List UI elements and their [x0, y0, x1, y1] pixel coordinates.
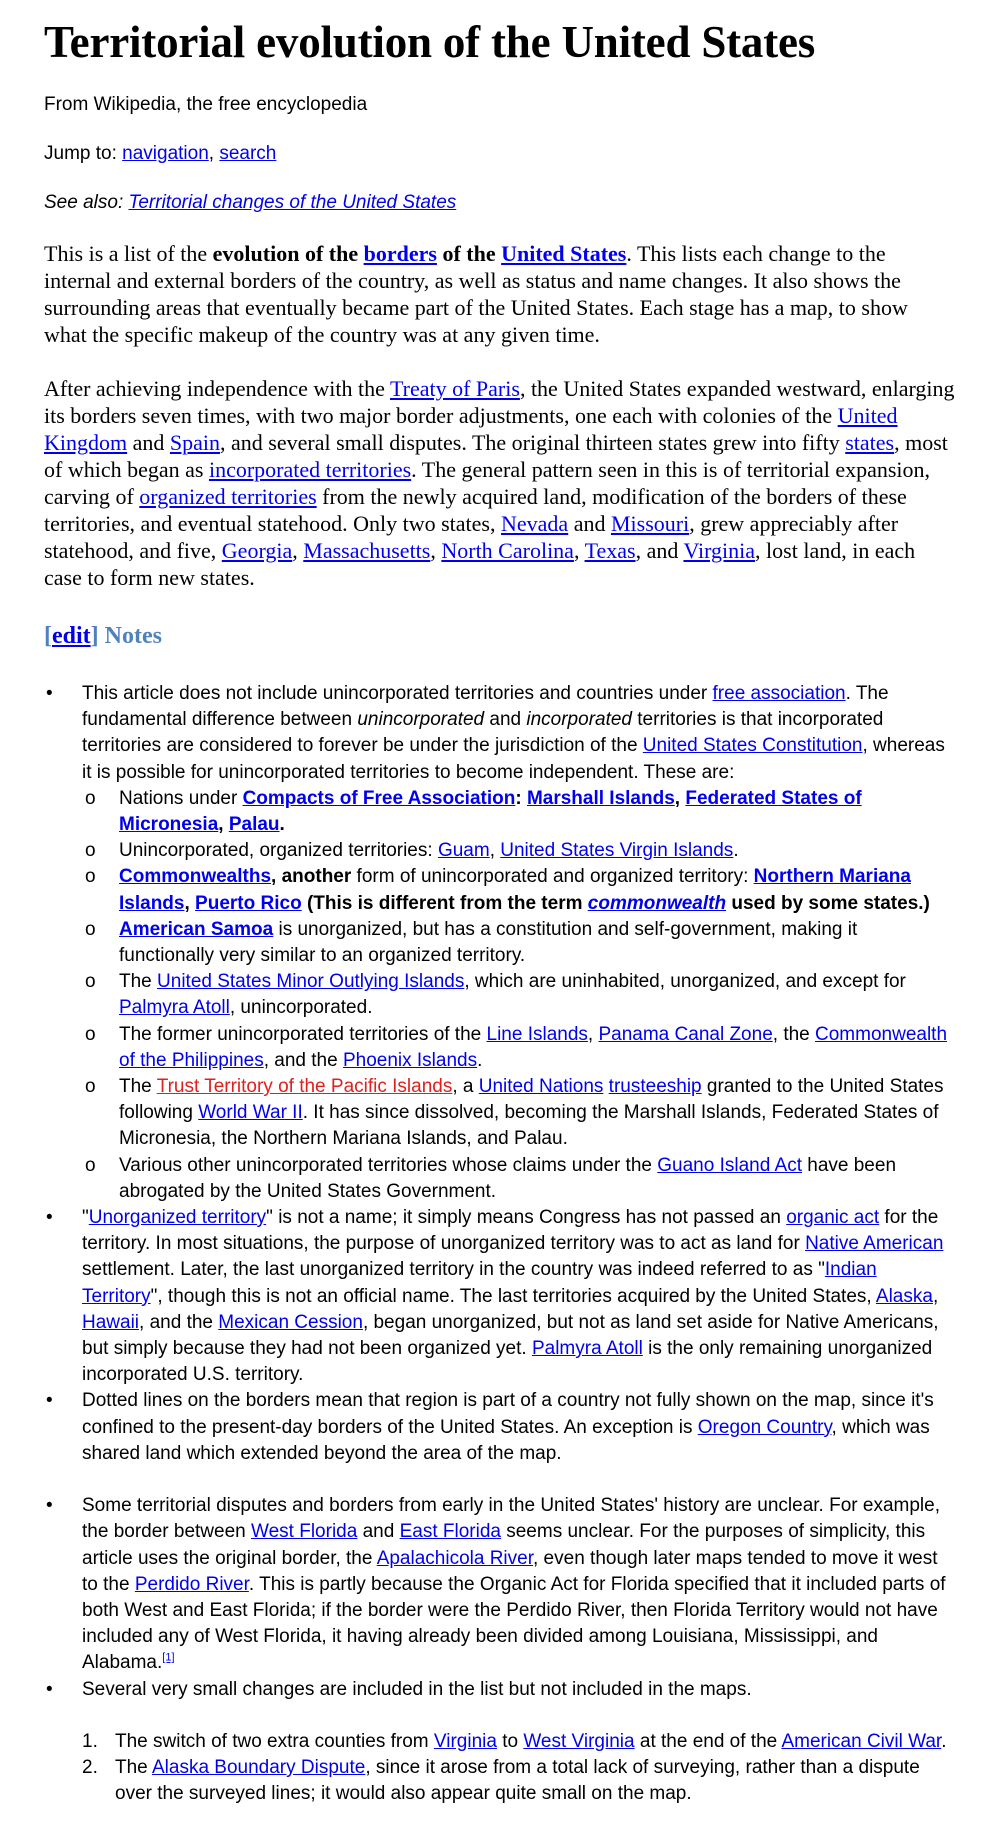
see-also-link[interactable]: Territorial changes of the United States	[128, 192, 457, 213]
hawaii-link[interactable]: Hawaii	[82, 1311, 140, 1333]
circle-bullet-icon: o	[85, 918, 96, 940]
jump-navigation-link[interactable]: navigation	[122, 143, 209, 164]
list-item: 1. The switch of two extra counties from Virginia to West Virginia at the end of the American Civil War.	[82, 1730, 947, 1752]
list-item: o Commonwealths, another form of unincorporated and organized territory: Northern Mariana Islands, Puerto Rico (This is different from the term commonwealth used by some states.)	[85, 866, 930, 914]
perdido-river-link[interactable]: Perdido River	[134, 1573, 249, 1595]
palau-link[interactable]: Palau	[228, 814, 280, 836]
circle-bullet-icon: o	[85, 1023, 96, 1045]
list-item: o American Samoa is unorganized, but has a constitution and self-government, making it functionally very similar to an organized territory.	[85, 918, 858, 967]
spacer	[44, 1467, 956, 1493]
incorporated-territories-link[interactable]: incorporated territories	[208, 457, 412, 482]
commonwealths-link[interactable]: Commonwealths	[119, 866, 272, 888]
list-item: o Nations under Compacts of Free Association: Marshall Islands, Federated States of Micronesia, Palau.	[85, 787, 862, 836]
list-item: • "Unorganized territory" is not a name; it simply means Congress has not passed an organic act for the territory. In most situations, the purpose of unorganized territory was to act as land for Native American settlement. Later, the last unorganized territory in the country was indeed referred to as "Indian Territory", though this is not an official name. The last territories acquired by the United States, Alaska, Hawaii, and the Mexican Cession, began unorganized, but not as land set aside for Native Americans, but simply because they had not been organized yet. Palmyra Atoll is the only remaining unorganized incorporated U.S. territory.	[46, 1207, 944, 1386]
texas-link[interactable]: Texas	[584, 538, 636, 563]
mexican-cession-link[interactable]: Mexican Cession	[218, 1311, 363, 1333]
palmyra-atoll-link[interactable]: Palmyra Atoll	[119, 997, 230, 1019]
sub-list	[82, 786, 956, 1205]
nevada-link[interactable]: Nevada	[501, 511, 569, 536]
virginia-link[interactable]: Virginia	[683, 538, 756, 563]
indian-territory-link[interactable]: Indian Territory	[82, 1259, 877, 1307]
treaty-of-paris-link[interactable]: Treaty of Paris	[389, 376, 520, 401]
minor-outlying-islands-link[interactable]: United States Minor Outlying Islands	[157, 971, 465, 993]
commonwealth-term-link[interactable]: commonwealth	[587, 892, 727, 914]
west-virginia-link[interactable]: West Virginia	[523, 1730, 635, 1752]
edit-link[interactable]: edit	[52, 623, 91, 649]
unorganized-territory-link[interactable]: Unorganized territory	[88, 1207, 267, 1229]
list-item: • Dotted lines on the borders mean that region is part of a country not fully shown on the map, since it's confined to the present-day borders of the United States. An exception is Oregon Country, which was shared land which extended beyond the area of the map.	[46, 1390, 934, 1464]
micronesia-link[interactable]: Federated States of Micronesia	[119, 787, 862, 836]
list-item: o The United States Minor Outlying Islands, which are uninhabited, unorganized, and except for Palmyra Atoll, unincorporated.	[85, 971, 906, 1019]
native-american-link[interactable]: Native American	[805, 1233, 944, 1255]
guam-link[interactable]: Guam	[437, 840, 490, 862]
circle-bullet-icon: o	[85, 971, 96, 993]
alaska-boundary-dispute-link[interactable]: Alaska Boundary Dispute	[151, 1756, 366, 1778]
virgin-islands-link[interactable]: United States Virgin Islands	[500, 840, 734, 862]
east-florida-link[interactable]: East Florida	[399, 1521, 501, 1543]
site-sub: From Wikipedia, the free encyclopedia	[44, 94, 368, 115]
list-item: o Various other unincorporated territories whose claims under the Guano Island Act have been abrogated by the United States Government.	[85, 1154, 897, 1202]
virginia-link-2[interactable]: Virginia	[433, 1730, 497, 1752]
notes-heading: [edit] Notes	[44, 623, 162, 649]
bullet-icon: •	[46, 1678, 53, 1700]
jump-search-link[interactable]: search	[219, 143, 277, 164]
list-item: • Some territorial disputes and borders from early in the United States' history are unclear. For example, the border between West Florida and East Florida seems unclear. For the purposes of simplicity, this article uses the original border, the Apalachicola River, even though later maps tended to move it west to the Perdido River. This is partly because the Organic Act for Florida specified that it included parts of both West and East Florida; if the border were the Perdido River, then Florida Territory would not have included any of West Florida, it having already been divided among Louisiana, Mississippi, and Alabama.[1]	[46, 1495, 946, 1674]
philippines-link[interactable]: Commonwealth of the Philippines	[119, 1023, 948, 1071]
list-item: o The Trust Territory of the Pacific Islands, a United Nations trusteeship granted to the United States following World War II. It has since dissolved, becoming the Marshall Islands, Federated States of Micronesia, the Northern Mariana Islands, and Palau.	[85, 1076, 944, 1150]
list-item: • This article does not include unincorporated territories and countries under free association. The fundamental difference between unincorporated and incorporated territories is that incorporated territories are considered to forever be under the jurisdiction of the United States Constitution, whereas it is possible for unincorporated territories to become independent. These are: o Nations under Compacts of Free Association: Marshall Islands, Federated States of Micronesia, Palau. o Unincorporated, organized territories: Guam, United States Virgin Islands. o Commonwealths, another form of unincorporated and organized territory: Northern Mariana Islands, Puerto Rico (This is different from the term commonwealth used by some states.) o American Samoa is unorganized, but has a constitution and self-government, making it functionally very similar to an organized territory. o The United States Minor Outlying Islands, which are uninhabited, unorganized, and except for Palmyra Atoll, unincorporated. o The former unincorporated territories of the Line Islands, Panama Canal Zone, the Commonwealth of the Philippines, and the Phoenix Islands. o The Trust Territory of the Pacific Islands, a United Nations trusteeship granted to the United States following World War II. It has since dissolved, becoming the Marshall Islands, Federated States of Micronesia, the Northern Mariana Islands, and Palau. o Various other unincorporated territories whose claims under the Guano Island Act have been abrogated by the United States Government.	[44, 681, 956, 1205]
intro-paragraph-2: After achieving independence with the Treaty of Paris, the United States expanded westward, enlarging its borders seven times, with two major border adjustments, one each with colonies of the United Kingdom and Spain, and several small disputes. The original thirteen states grew into fifty states, most of which began as incorporated territories. The general pattern seen in this is of territorial expansion, carving of organized territories from the newly acquired land, modification of the borders of these territories, and eventual statehood. Only two states, Nevada and Missouri, grew appreciably after statehood, and five, Georgia, Massachusetts, North Carolina, Texas, and Virginia, lost land, in each case to form new states.	[44, 376, 955, 590]
jump-to: Jump to: navigation, search	[44, 143, 277, 164]
bullet-icon: •	[46, 683, 53, 704]
massachusetts-link[interactable]: Massachusetts	[303, 538, 431, 563]
circle-bullet-icon: o	[85, 866, 96, 888]
circle-bullet-icon: o	[85, 787, 96, 809]
see-also: See also: Territorial changes of the United States	[44, 192, 457, 213]
united-states-link[interactable]: United States	[501, 241, 627, 266]
bullet-icon: •	[46, 1495, 53, 1517]
circle-bullet-icon: o	[85, 840, 96, 862]
numbered-list	[82, 1729, 956, 1808]
intro-paragraph-1: This is a list of the evolution of the borders of the United States. This lists each change to the internal and external borders of the country, as well as status and name changes. It also shows the surrounding areas that eventually became part of the United States. Each stage has a map, to show what the specific makeup of the country was at any given time.	[44, 241, 908, 347]
world-war-ii-link[interactable]: World War II	[198, 1102, 303, 1124]
united-kingdom-link[interactable]: United Kingdom	[44, 403, 898, 455]
free-association-link[interactable]: free association	[712, 683, 846, 704]
united-nations-link[interactable]: United Nations	[478, 1076, 604, 1098]
states-link[interactable]: states	[845, 430, 895, 455]
oregon-country-link[interactable]: Oregon Country	[697, 1416, 832, 1438]
missouri-link[interactable]: Missouri	[610, 511, 690, 536]
compacts-link[interactable]: Compacts of Free Association	[242, 787, 516, 809]
list-item: 2. The Alaska Boundary Dispute, since it arose from a total lack of surveying, rather than a dispute over the surveyed lines; it would also appear quite small on the map.	[82, 1756, 920, 1805]
panama-canal-zone-link[interactable]: Panama Canal Zone	[598, 1023, 773, 1045]
palmyra-atoll-link-2[interactable]: Palmyra Atoll	[531, 1338, 643, 1360]
georgia-link[interactable]: Georgia	[221, 538, 293, 563]
trust-territory-link[interactable]: Trust Territory of the Pacific Islands	[156, 1076, 453, 1098]
organized-territories-link[interactable]: organized territories	[139, 484, 317, 509]
circle-bullet-icon: o	[85, 1076, 96, 1098]
apalachicola-river-link[interactable]: Apalachicola River	[376, 1547, 533, 1569]
trusteeship-link[interactable]: trusteeship	[608, 1076, 702, 1098]
alaska-link[interactable]: Alaska	[875, 1285, 933, 1307]
spain-link[interactable]: Spain	[169, 430, 221, 455]
phoenix-islands-link[interactable]: Phoenix Islands	[342, 1049, 478, 1071]
page-title: Territorial evolution of the United States	[44, 17, 816, 67]
list-item: o Unincorporated, organized territories: Guam, United States Virgin Islands.	[82, 838, 956, 864]
west-florida-link[interactable]: West Florida	[251, 1521, 358, 1543]
list-item: o The former unincorporated territories of the Line Islands, Panama Canal Zone, the Commonwealth of the Philippines, and the Phoenix Islands.	[85, 1023, 948, 1071]
line-islands-link[interactable]: Line Islands	[486, 1023, 588, 1045]
northern-mariana-link[interactable]: Northern Mariana Islands	[119, 866, 911, 914]
reference-1-link[interactable]: [1]	[162, 1651, 175, 1664]
bullet-icon: •	[46, 1390, 53, 1412]
marshall-islands-link[interactable]: Marshall Islands	[526, 787, 675, 809]
article	[44, 0, 956, 1807]
circle-bullet-icon: o	[85, 1154, 96, 1176]
puerto-rico-link[interactable]: Puerto Rico	[195, 892, 302, 914]
american-civil-war-link[interactable]: American Civil War	[781, 1730, 942, 1752]
list-item: • Several very small changes are included in the list but not included in the maps. 1. The switch of two extra counties from Virginia to West Virginia at the end of the American Civil War. 2. The Alaska Boundary Dispute, since it arose from a total lack of surveying, rather than a dispute over the surveyed lines; it would also appear quite small on the map.	[44, 1677, 956, 1808]
american-samoa-link[interactable]: American Samoa	[119, 918, 274, 940]
bullet-icon: •	[46, 1207, 53, 1229]
guano-island-act-link[interactable]: Guano Island Act	[657, 1154, 802, 1176]
borders-link[interactable]: borders	[363, 241, 437, 266]
us-constitution-link[interactable]: United States Constitution	[642, 735, 863, 757]
notes-list	[44, 681, 956, 1807]
organic-act-link[interactable]: organic act	[786, 1207, 880, 1229]
north-carolina-link[interactable]: North Carolina	[441, 538, 574, 563]
